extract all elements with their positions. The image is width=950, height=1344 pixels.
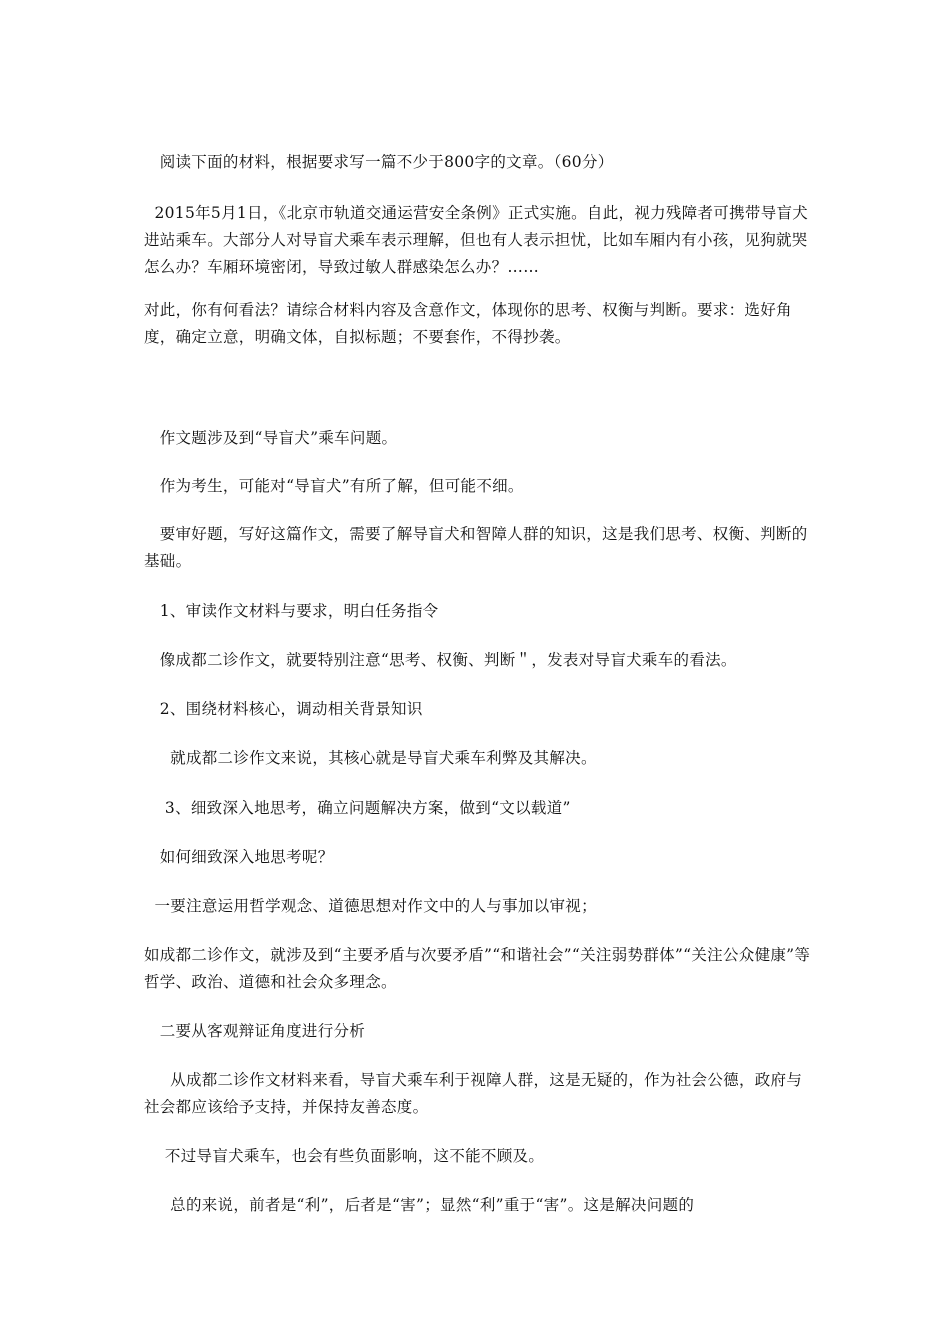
analysis-paragraph: 总的来说，前者是“利”，后者是“害”；显然“利”重于“害”。这是解决问题的 xyxy=(144,1196,695,1214)
section-heading: 2、围绕材料核心，调动相关背景知识 xyxy=(144,700,423,718)
section-heading: 1、审读作文材料与要求，明白任务指令 xyxy=(144,602,439,620)
analysis-paragraph: 要审好题，写好这篇作文，需要了解导盲犬和智障人群的知识，这是我们思考、权衡、判断的基础。 xyxy=(144,525,808,570)
analysis-paragraph: 二要从客观辩证角度进行分析 xyxy=(144,1022,366,1040)
analysis-paragraph: 像成都二诊作文，就要特别注意“思考、权衡、判断＂，发表对导盲犬乘车的看法。 xyxy=(144,651,737,669)
analysis-paragraph: 作为考生，可能对“导盲犬”有所了解，但可能不细。 xyxy=(144,477,524,495)
analysis-paragraph: 不过导盲犬乘车，也会有些负面影响，这不能不顾及。 xyxy=(144,1147,545,1165)
analysis-paragraph: 就成都二诊作文来说，其核心就是导盲犬乘车利弊及其解决。 xyxy=(144,749,597,767)
material-paragraph: 2015年5月1日，《北京市轨道交通运营安全条例》正式实施。自此，视力残障者可携带导盲犬进站乘车。大部分人对导盲犬乘车表示理解，但也有人表示担忧，比如车厢内有小孩，见狗就哭怎么办？车厢环境密闭，导致过敏人群感染怎么办？…… xyxy=(144,204,809,276)
analysis-paragraph: 如成都二诊作文，就涉及到“主要矛盾与次要矛盾”“和谐社会”“关注弱势群体”“关注公众健康”等哲学、政治、道德和社会众多理念。 xyxy=(144,946,811,991)
analysis-paragraph: 从成都二诊作文材料来看，导盲犬乘车利于视障人群，这是无疑的，作为社会公德，政府与社会都应该给予支持，并保持友善态度。 xyxy=(144,1071,803,1116)
requirement-paragraph: 对此，你有何看法？请综合材料内容及含意作文，体现你的思考、权衡与判断。要求：选好角度，确定立意，明确文体，自拟标题；不要套作，不得抄袭。 xyxy=(144,301,792,346)
section-heading: 3、细致深入地思考，确立问题解决方案，做到“文以载道” xyxy=(144,799,571,817)
instruction-paragraph: 阅读下面的材料，根据要求写一篇不少于800字的文章。（60分） xyxy=(144,153,614,171)
analysis-paragraph: 如何细致深入地思考呢？ xyxy=(144,848,334,866)
analysis-paragraph: 作文题涉及到“导盲犬”乘车问题。 xyxy=(144,429,398,447)
analysis-paragraph: 一要注意运用哲学观念、道德思想对作文中的人与事加以审视； xyxy=(144,897,597,915)
